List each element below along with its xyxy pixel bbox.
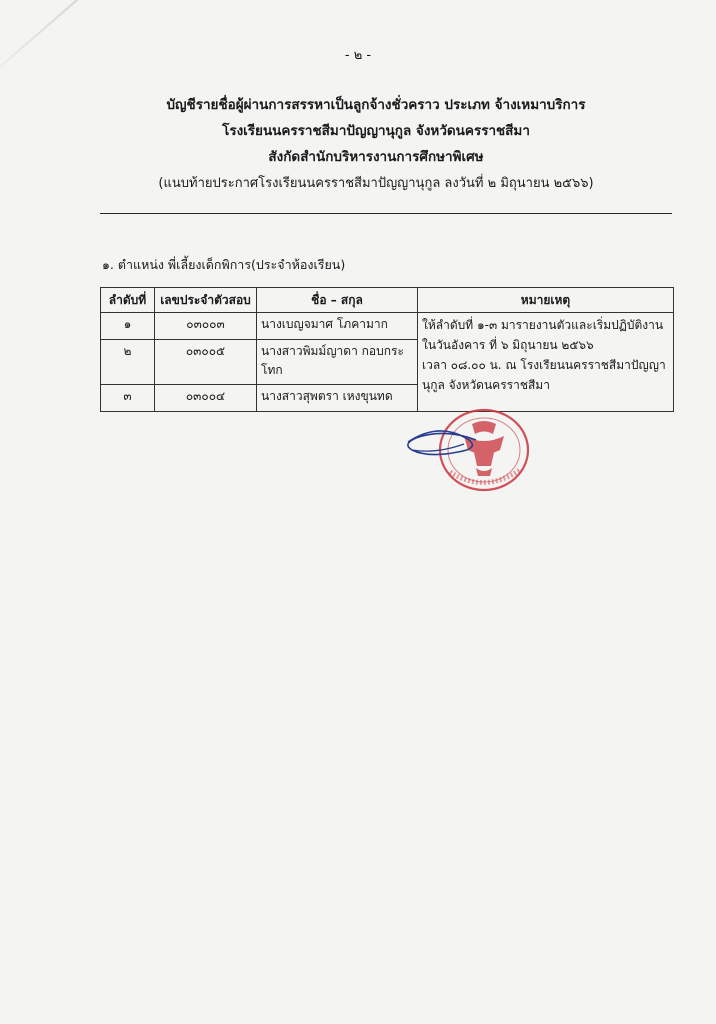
row-name: นางเบญจมาศ โภคามาก	[257, 313, 418, 340]
header-exam-id: เลขประจำตัวสอบ	[155, 288, 257, 313]
table-row	[101, 313, 674, 340]
header-name: ชื่อ – สกุล	[257, 288, 418, 313]
remark-line: ให้ลำดับที่ ๑-๓ มารายงานตัวและเริ่มปฏิบัติงาน	[422, 318, 664, 332]
subtitle: (แนบท้ายประกาศโรงเรียนนครราชสีมาปัญญานุกูล ลงวันที่ ๒ มิถุนายน ๒๕๖๖)	[158, 176, 594, 191]
row-no: ๒	[101, 340, 155, 385]
row-exam-id: ๐๓๐๐๕	[155, 340, 257, 385]
row-no: ๑	[101, 313, 155, 340]
remark-line: ในวันอังคาร ที่ ๖ มิถุนายน ๒๕๖๖	[422, 338, 594, 352]
title-line-1: บัญชีรายชื่อผู้ผ่านการสรรหาเป็นลูกจ้างชั่วคราว ประเภท จ้างเหมาบริการ	[166, 97, 586, 113]
remark-line: นุกูล จังหวัดนครราชสีมา	[422, 378, 550, 392]
remark-line: เวลา ๐๘.๐๐ น. ณ โรงเรียนนครราชสีมาปัญญา	[422, 358, 666, 372]
signature-underline	[412, 444, 464, 451]
title-line-2: โรงเรียนนครราชสีมาปัญญานุกูล จังหวัดนครราชสีมา	[222, 123, 530, 139]
title-line-3: สังกัดสำนักบริหารงานการศึกษาพิเศษ	[268, 149, 484, 165]
official-seal-stamp	[402, 406, 530, 498]
divider	[100, 213, 672, 214]
table-header-row	[101, 288, 674, 313]
header-remark: หมายเหตุ	[418, 288, 674, 313]
row-exam-id: ๐๓๐๐๔	[155, 385, 257, 412]
row-no: ๓	[101, 385, 155, 412]
remark-cell	[418, 313, 674, 412]
row-exam-id: ๐๓๐๐๓	[155, 313, 257, 340]
candidate-table	[100, 287, 674, 412]
section-title: ๑. ตำแหน่ง พี่เลี้ยงเด็กพิการ(ประจำห้องเรียน)	[102, 257, 346, 272]
row-name: นางสาวพิมม์ญาดา กอบกระโทก	[257, 340, 418, 385]
page-number: - ๒ -	[344, 48, 372, 63]
row-name: นางสาวสุพตรา เหงขุนทด	[257, 385, 418, 412]
header-no: ลำดับที่	[101, 288, 155, 313]
